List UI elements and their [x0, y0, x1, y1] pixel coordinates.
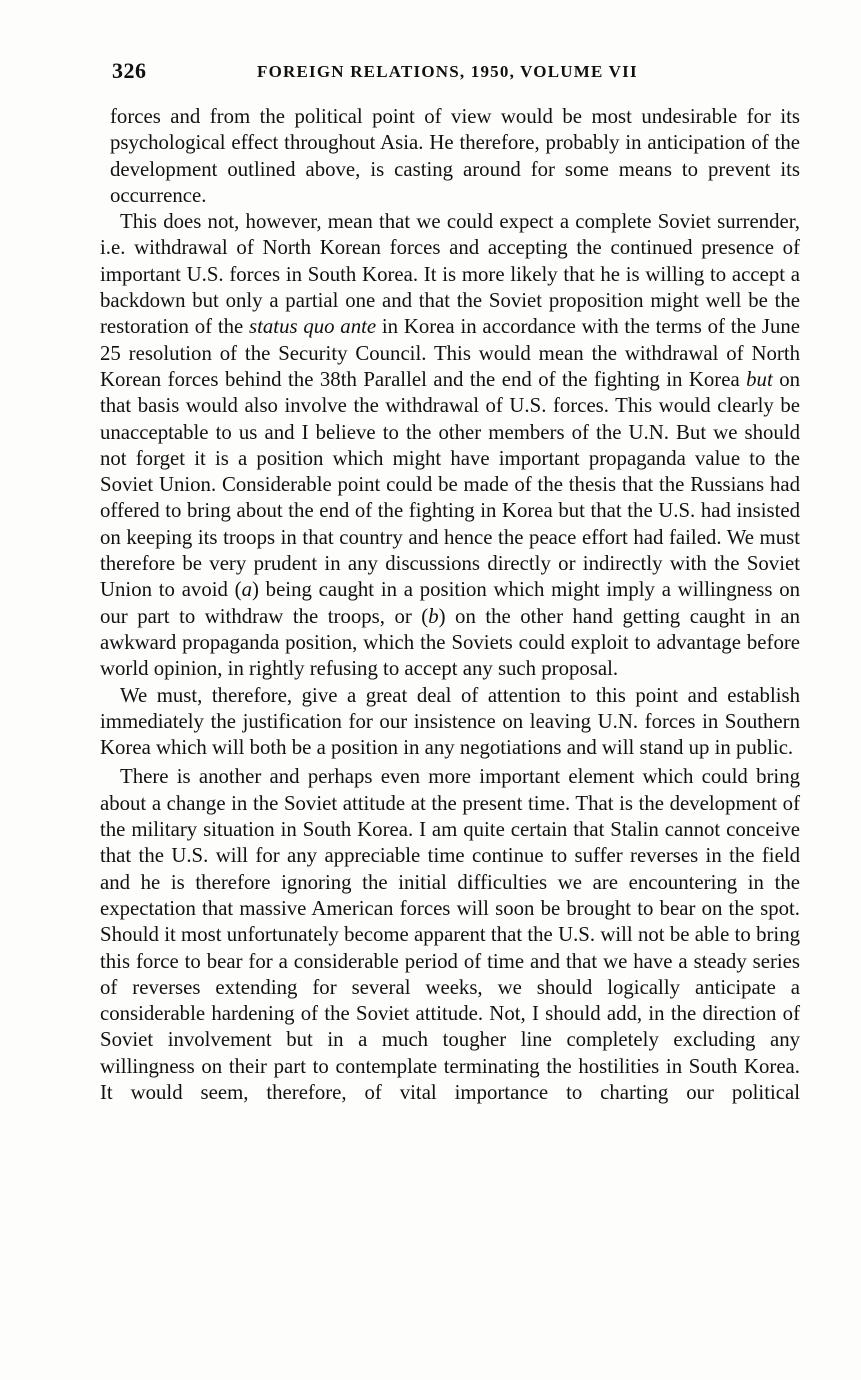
- paragraph-2-text-d: ) being caught in a position which might imply a willingness on our part to withdraw the troops, or (: [100, 578, 800, 628]
- paragraph-2-text-e: ) on the other hand getting caught in an awkward propaganda position, which the Soviets could exploit to advantage before world opinion, in rightly refusing to accept any such proposal.: [100, 604, 800, 681]
- body-text: [100, 104, 800, 1106]
- running-head: FOREIGN RELATIONS, 1950, VOLUME VII: [257, 62, 638, 81]
- paragraph-2-italic-b: b: [428, 604, 439, 628]
- page-header: [112, 58, 672, 88]
- paragraph-1: forces and from the political point of view would be most undesirable for its psychological effect throughout Asia. He therefore, probably in anticipation of the development outlined above, is casting around for some means to prevent its occurrence.: [110, 105, 800, 207]
- paragraph-2-italic-but: but: [746, 367, 773, 391]
- paragraph-3: We must, therefore, give a great deal of attention to this point and establish immediately the justification for our insistence on leaving U.N. forces in Southern Korea which will both be a position in any negotiations and will stand up in public.: [100, 683, 800, 760]
- paragraph-4: There is another and perhaps even more important element which could bring about a change in the Soviet attitude at the present time. That is the development of the military situation in South Korea. I am quite certain that Stalin cannot conceive that the U.S. will for any appreciable time continue to suffer reverses in the field and he is therefore ignoring the initial difficulties we are encountering in the expectation that massive American forces will soon be brought to bear on the spot. Should it most unfortunately become apparent that the U.S. will not be able to bring this force to bear for a considerable period of time and that we have a steady series of reverses extending for several weeks, we should logically anticipate a considerable hardening of the Soviet attitude. Not, I should add, in the direction of Soviet involvement but in a much tougher line completely excluding any willingness on their part to contemplate terminating the hostilities in South Korea. It would seem, therefore, of vital importance to charting our political: [100, 765, 800, 1104]
- page-number: 326: [112, 58, 147, 83]
- paragraph-2-text-a: This does not, however, mean that we could expect a complete Soviet surrender, i.e. withdrawal of North Korean forces and accepting the continued presence of important U.S. forces in South Korea. It is more likely that he is willing to accept a backdown but only a partial one and that the Soviet proposition might well be the restoration of the: [100, 210, 800, 339]
- paragraph-2-italic-a: a: [241, 578, 252, 602]
- paragraph-2-text-c: on that basis would also involve the withdrawal of U.S. forces. This would clearly be unacceptable to us and I believe to the other members of the U.N. But we should not forget it is a position which might have important propaganda value to the Soviet Union. Considerable point could be made of the thesis that the Russians had offered to bring about the end of the fighting in Korea but that the U.S. had insisted on keeping its troops in that country and hence the peace effort had failed. We must therefore be very prudent in any discussions directly or indirectly with the Soviet Union to avoid (: [100, 367, 801, 602]
- paragraph-2: [100, 209, 800, 682]
- paragraph-2-italic-status-quo-ante: status quo ante: [249, 315, 377, 339]
- paragraph-2-text-b: in Korea in accordance with the terms of the June 25 resolution of the Security Council. This would mean the withdrawal of North Korean forces behind the 38th Parallel and the end of the fighting in Korea: [100, 315, 801, 391]
